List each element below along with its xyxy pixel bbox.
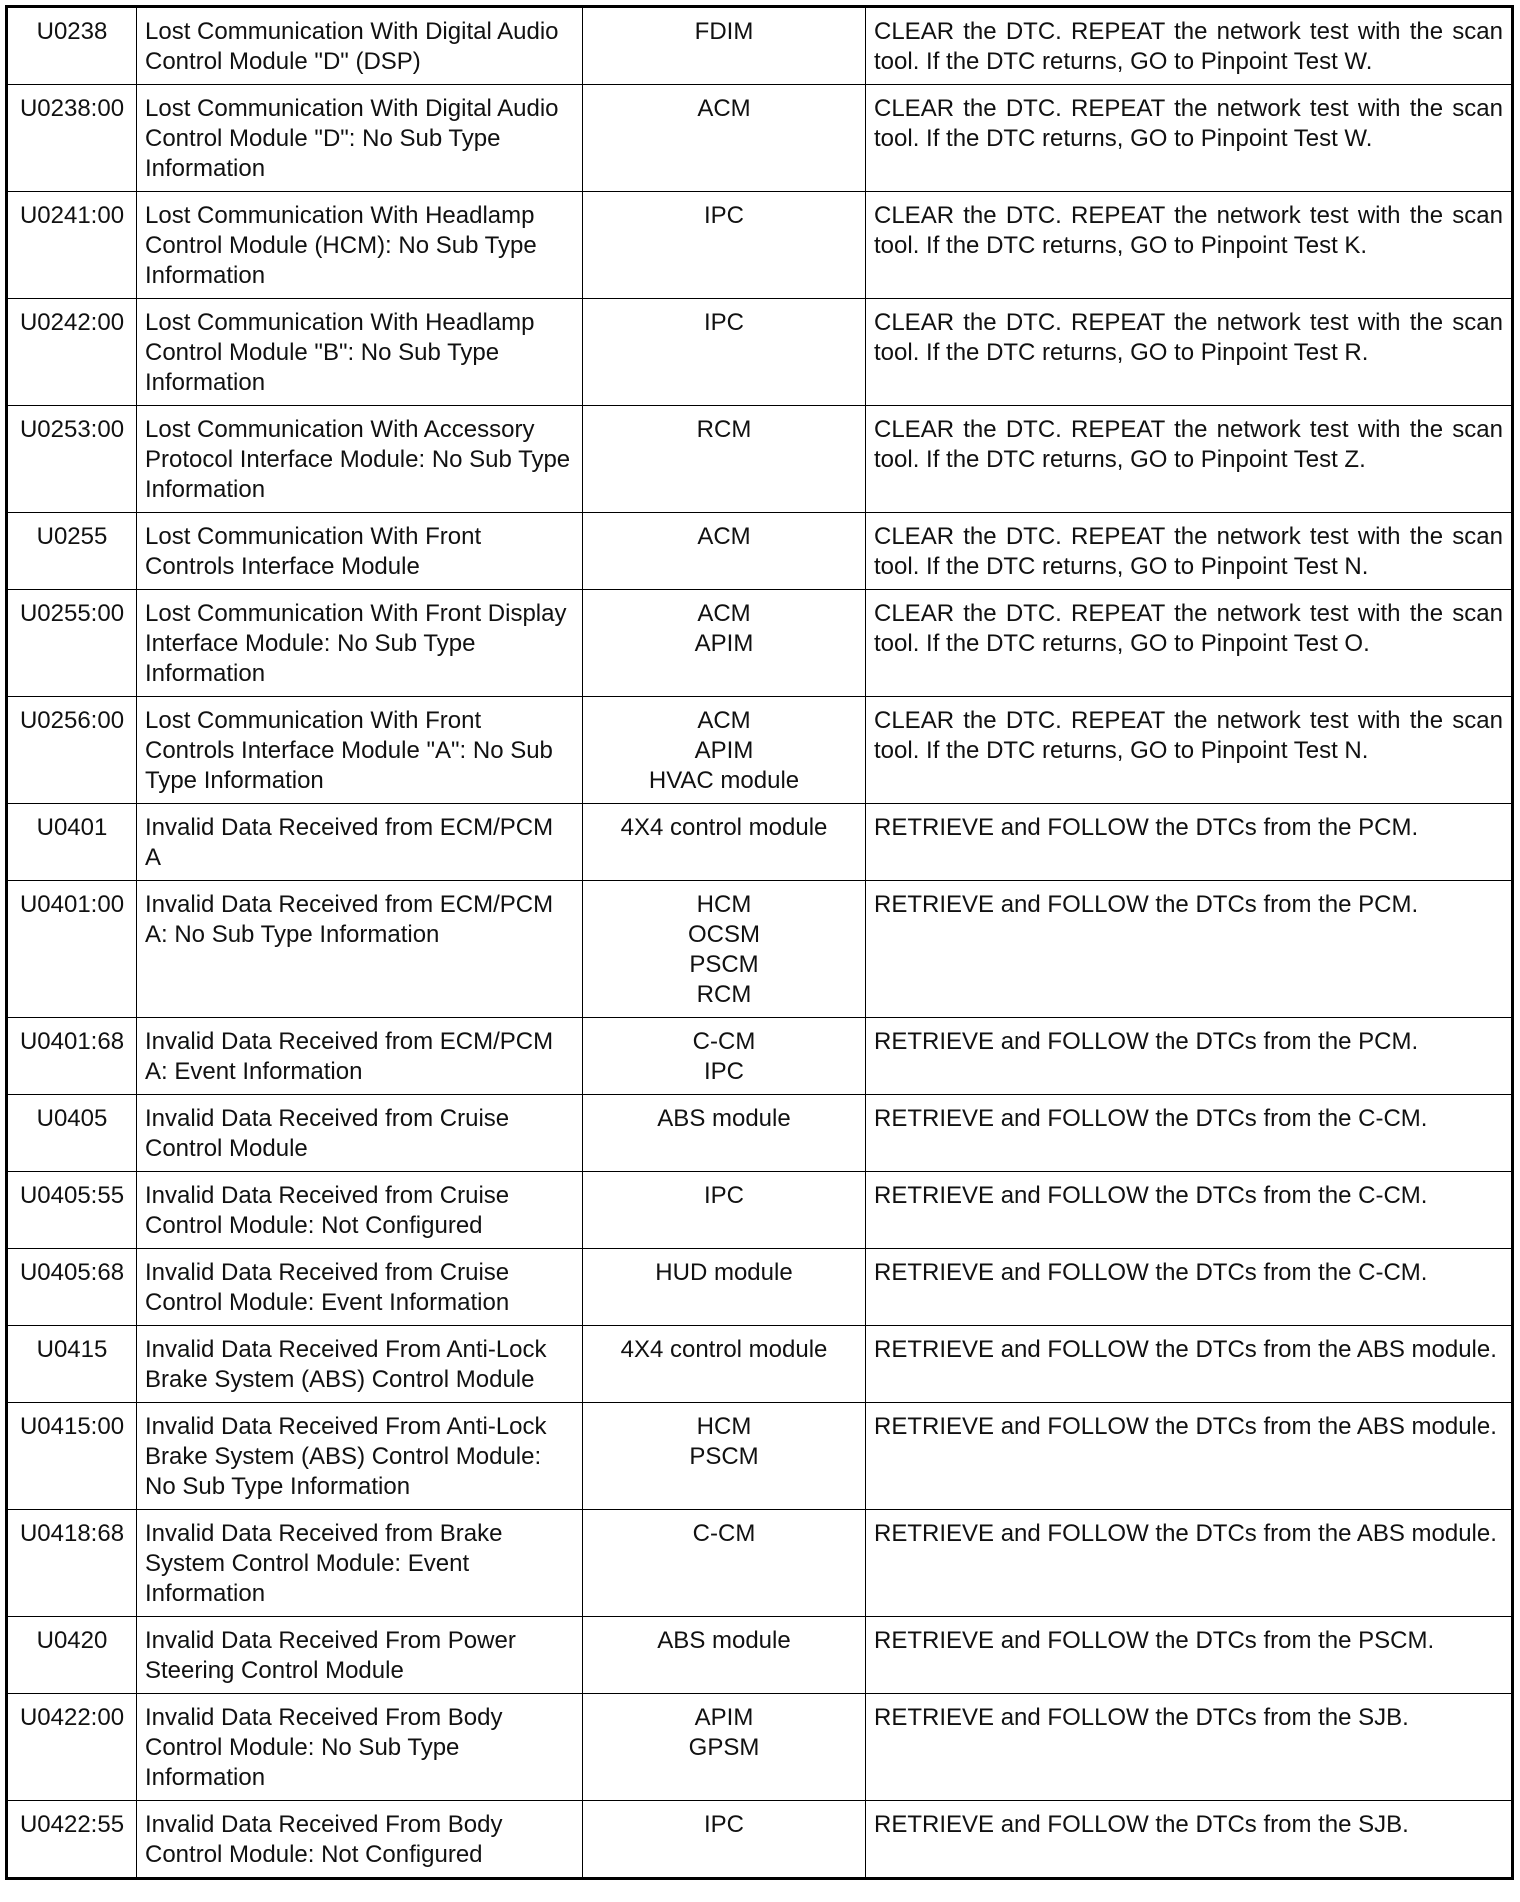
dtc-code-cell: U0405:68 bbox=[7, 1249, 137, 1326]
dtc-module-cell bbox=[583, 1326, 866, 1403]
dtc-module-cell bbox=[583, 1172, 866, 1249]
module-name: ACM bbox=[697, 600, 751, 627]
module-name: C-CM bbox=[692, 1520, 756, 1547]
module-name: PSCM bbox=[689, 1443, 759, 1470]
module-name: 4X4 control module bbox=[620, 1336, 828, 1363]
module-name: ABS module bbox=[657, 1627, 791, 1654]
dtc-module-cell bbox=[583, 881, 866, 1018]
table-row bbox=[7, 1801, 1513, 1879]
dtc-module-cell bbox=[583, 7, 866, 85]
dtc-action-cell: RETRIEVE and FOLLOW the DTCs from the C-CM. bbox=[866, 1172, 1513, 1249]
dtc-description-cell: Invalid Data Received From Anti-Lock Brake System (ABS) Control Module bbox=[137, 1326, 583, 1403]
table-row bbox=[7, 1694, 1513, 1801]
dtc-description-cell: Lost Communication With Front Controls Interface Module bbox=[137, 513, 583, 590]
table-row bbox=[7, 1018, 1513, 1095]
module-name: C-CM bbox=[692, 1028, 756, 1055]
module-name: PSCM bbox=[689, 951, 759, 978]
dtc-description-cell: Invalid Data Received From Anti-Lock Brake System (ABS) Control Module: No Sub Type Information bbox=[137, 1403, 583, 1510]
module-name: ACM bbox=[697, 707, 751, 734]
table-row bbox=[7, 1326, 1513, 1403]
table-row bbox=[7, 513, 1513, 590]
module-name: IPC bbox=[703, 202, 744, 229]
module-name: ACM bbox=[697, 523, 751, 550]
dtc-module-cell bbox=[583, 1801, 866, 1879]
dtc-module-cell bbox=[583, 697, 866, 804]
dtc-description-cell: Lost Communication With Accessory Protocol Interface Module: No Sub Type Information bbox=[137, 406, 583, 513]
dtc-module-cell bbox=[583, 1617, 866, 1694]
dtc-module-cell bbox=[583, 299, 866, 406]
module-name: IPC bbox=[703, 309, 744, 336]
dtc-description-cell: Lost Communication With Headlamp Control Module "B": No Sub Type Information bbox=[137, 299, 583, 406]
dtc-code-cell: U0401:00 bbox=[7, 881, 137, 1018]
dtc-description-cell: Invalid Data Received from Cruise Control Module: Not Configured bbox=[137, 1172, 583, 1249]
table-row bbox=[7, 1617, 1513, 1694]
table-row bbox=[7, 299, 1513, 406]
dtc-action-cell: CLEAR the DTC. REPEAT the network test with the scan tool. If the DTC returns, GO to Pinpoint Test W. bbox=[866, 85, 1513, 192]
module-name: IPC bbox=[703, 1182, 744, 1209]
dtc-code-cell: U0418:68 bbox=[7, 1510, 137, 1617]
module-name: HVAC module bbox=[648, 767, 800, 794]
dtc-code-cell: U0415:00 bbox=[7, 1403, 137, 1510]
table-row bbox=[7, 85, 1513, 192]
dtc-description-cell: Invalid Data Received from Brake System Control Module: Event Information bbox=[137, 1510, 583, 1617]
table-row bbox=[7, 406, 1513, 513]
module-name: 4X4 control module bbox=[620, 814, 828, 841]
dtc-action-cell: RETRIEVE and FOLLOW the DTCs from the SJB. bbox=[866, 1694, 1513, 1801]
table-row bbox=[7, 881, 1513, 1018]
dtc-module-cell bbox=[583, 1095, 866, 1172]
dtc-code-cell: U0405:55 bbox=[7, 1172, 137, 1249]
dtc-code-cell: U0256:00 bbox=[7, 697, 137, 804]
dtc-module-cell bbox=[583, 804, 866, 881]
dtc-action-cell: RETRIEVE and FOLLOW the DTCs from the PCM. bbox=[866, 804, 1513, 881]
dtc-description-cell: Lost Communication With Front Controls Interface Module "A": No Sub Type Information bbox=[137, 697, 583, 804]
module-name: OCSM bbox=[688, 921, 760, 948]
dtc-description-cell: Lost Communication With Front Display Interface Module: No Sub Type Information bbox=[137, 590, 583, 697]
module-name: HCM bbox=[696, 1413, 752, 1440]
table-row bbox=[7, 1403, 1513, 1510]
dtc-action-cell: RETRIEVE and FOLLOW the DTCs from the C-CM. bbox=[866, 1249, 1513, 1326]
dtc-module-cell bbox=[583, 1694, 866, 1801]
dtc-code-cell: U0401:68 bbox=[7, 1018, 137, 1095]
dtc-action-cell: RETRIEVE and FOLLOW the DTCs from the C-CM. bbox=[866, 1095, 1513, 1172]
dtc-action-cell: CLEAR the DTC. REPEAT the network test with the scan tool. If the DTC returns, GO to Pinpoint Test N. bbox=[866, 697, 1513, 804]
dtc-action-cell: CLEAR the DTC. REPEAT the network test with the scan tool. If the DTC returns, GO to Pinpoint Test W. bbox=[866, 7, 1513, 85]
dtc-table-body bbox=[7, 7, 1513, 1879]
module-name: HCM bbox=[696, 891, 752, 918]
dtc-code-cell: U0242:00 bbox=[7, 299, 137, 406]
dtc-action-cell: RETRIEVE and FOLLOW the DTCs from the PSCM. bbox=[866, 1617, 1513, 1694]
dtc-code-cell: U0238:00 bbox=[7, 85, 137, 192]
dtc-code-cell: U0253:00 bbox=[7, 406, 137, 513]
dtc-action-cell: CLEAR the DTC. REPEAT the network test with the scan tool. If the DTC returns, GO to Pinpoint Test N. bbox=[866, 513, 1513, 590]
module-name: FDIM bbox=[694, 18, 754, 45]
dtc-action-cell: CLEAR the DTC. REPEAT the network test with the scan tool. If the DTC returns, GO to Pinpoint Test K. bbox=[866, 192, 1513, 299]
dtc-description-cell: Invalid Data Received from ECM/PCM A: No Sub Type Information bbox=[137, 881, 583, 1018]
table-row bbox=[7, 590, 1513, 697]
dtc-description-cell: Invalid Data Received From Body Control Module: No Sub Type Information bbox=[137, 1694, 583, 1801]
dtc-module-cell bbox=[583, 590, 866, 697]
dtc-description-cell: Lost Communication With Digital Audio Control Module "D": No Sub Type Information bbox=[137, 85, 583, 192]
dtc-module-cell bbox=[583, 85, 866, 192]
dtc-code-cell: U0238 bbox=[7, 7, 137, 85]
dtc-description-cell: Invalid Data Received from Cruise Control Module: Event Information bbox=[137, 1249, 583, 1326]
module-name: APIM bbox=[694, 737, 754, 764]
dtc-code-cell: U0422:55 bbox=[7, 1801, 137, 1879]
dtc-description-cell: Invalid Data Received from Cruise Control Module bbox=[137, 1095, 583, 1172]
table-row bbox=[7, 697, 1513, 804]
table-row bbox=[7, 7, 1513, 85]
dtc-code-cell: U0401 bbox=[7, 804, 137, 881]
table-row bbox=[7, 1249, 1513, 1326]
dtc-module-cell bbox=[583, 192, 866, 299]
module-name: APIM bbox=[694, 630, 754, 657]
module-name: RCM bbox=[696, 416, 752, 443]
dtc-action-cell: RETRIEVE and FOLLOW the DTCs from the ABS module. bbox=[866, 1510, 1513, 1617]
dtc-action-cell: RETRIEVE and FOLLOW the DTCs from the ABS module. bbox=[866, 1326, 1513, 1403]
dtc-code-cell: U0405 bbox=[7, 1095, 137, 1172]
module-name: HUD module bbox=[655, 1259, 793, 1286]
dtc-module-cell bbox=[583, 513, 866, 590]
dtc-description-cell: Lost Communication With Digital Audio Control Module "D" (DSP) bbox=[137, 7, 583, 85]
dtc-action-cell: CLEAR the DTC. REPEAT the network test with the scan tool. If the DTC returns, GO to Pinpoint Test R. bbox=[866, 299, 1513, 406]
dtc-code-cell: U0422:00 bbox=[7, 1694, 137, 1801]
module-name: RCM bbox=[696, 981, 752, 1008]
table-row bbox=[7, 1510, 1513, 1617]
module-name: IPC bbox=[703, 1058, 744, 1085]
table-row bbox=[7, 1172, 1513, 1249]
dtc-module-cell bbox=[583, 1249, 866, 1326]
dtc-module-cell bbox=[583, 1018, 866, 1095]
dtc-action-cell: RETRIEVE and FOLLOW the DTCs from the SJB. bbox=[866, 1801, 1513, 1879]
module-name: APIM bbox=[694, 1704, 754, 1731]
dtc-action-cell: RETRIEVE and FOLLOW the DTCs from the PCM. bbox=[866, 1018, 1513, 1095]
dtc-description-cell: Invalid Data Received From Body Control Module: Not Configured bbox=[137, 1801, 583, 1879]
module-name: IPC bbox=[703, 1811, 744, 1838]
table-row bbox=[7, 1095, 1513, 1172]
dtc-description-cell: Invalid Data Received from ECM/PCM A: Event Information bbox=[137, 1018, 583, 1095]
dtc-code-cell: U0255 bbox=[7, 513, 137, 590]
dtc-module-cell bbox=[583, 1403, 866, 1510]
module-name: ACM bbox=[697, 95, 751, 122]
dtc-module-cell bbox=[583, 406, 866, 513]
module-name: GPSM bbox=[688, 1734, 760, 1761]
module-name: ABS module bbox=[657, 1105, 791, 1132]
dtc-table bbox=[5, 5, 1514, 1880]
dtc-code-cell: U0241:00 bbox=[7, 192, 137, 299]
dtc-description-cell: Invalid Data Received from ECM/PCM A bbox=[137, 804, 583, 881]
table-row bbox=[7, 192, 1513, 299]
dtc-code-cell: U0255:00 bbox=[7, 590, 137, 697]
dtc-code-cell: U0420 bbox=[7, 1617, 137, 1694]
dtc-action-cell: RETRIEVE and FOLLOW the DTCs from the ABS module. bbox=[866, 1403, 1513, 1510]
table-row bbox=[7, 804, 1513, 881]
dtc-action-cell: CLEAR the DTC. REPEAT the network test with the scan tool. If the DTC returns, GO to Pinpoint Test Z. bbox=[866, 406, 1513, 513]
dtc-description-cell: Invalid Data Received From Power Steering Control Module bbox=[137, 1617, 583, 1694]
dtc-action-cell: CLEAR the DTC. REPEAT the network test with the scan tool. If the DTC returns, GO to Pinpoint Test O. bbox=[866, 590, 1513, 697]
dtc-action-cell: RETRIEVE and FOLLOW the DTCs from the PCM. bbox=[866, 881, 1513, 1018]
dtc-description-cell: Lost Communication With Headlamp Control Module (HCM): No Sub Type Information bbox=[137, 192, 583, 299]
dtc-module-cell bbox=[583, 1510, 866, 1617]
dtc-code-cell: U0415 bbox=[7, 1326, 137, 1403]
